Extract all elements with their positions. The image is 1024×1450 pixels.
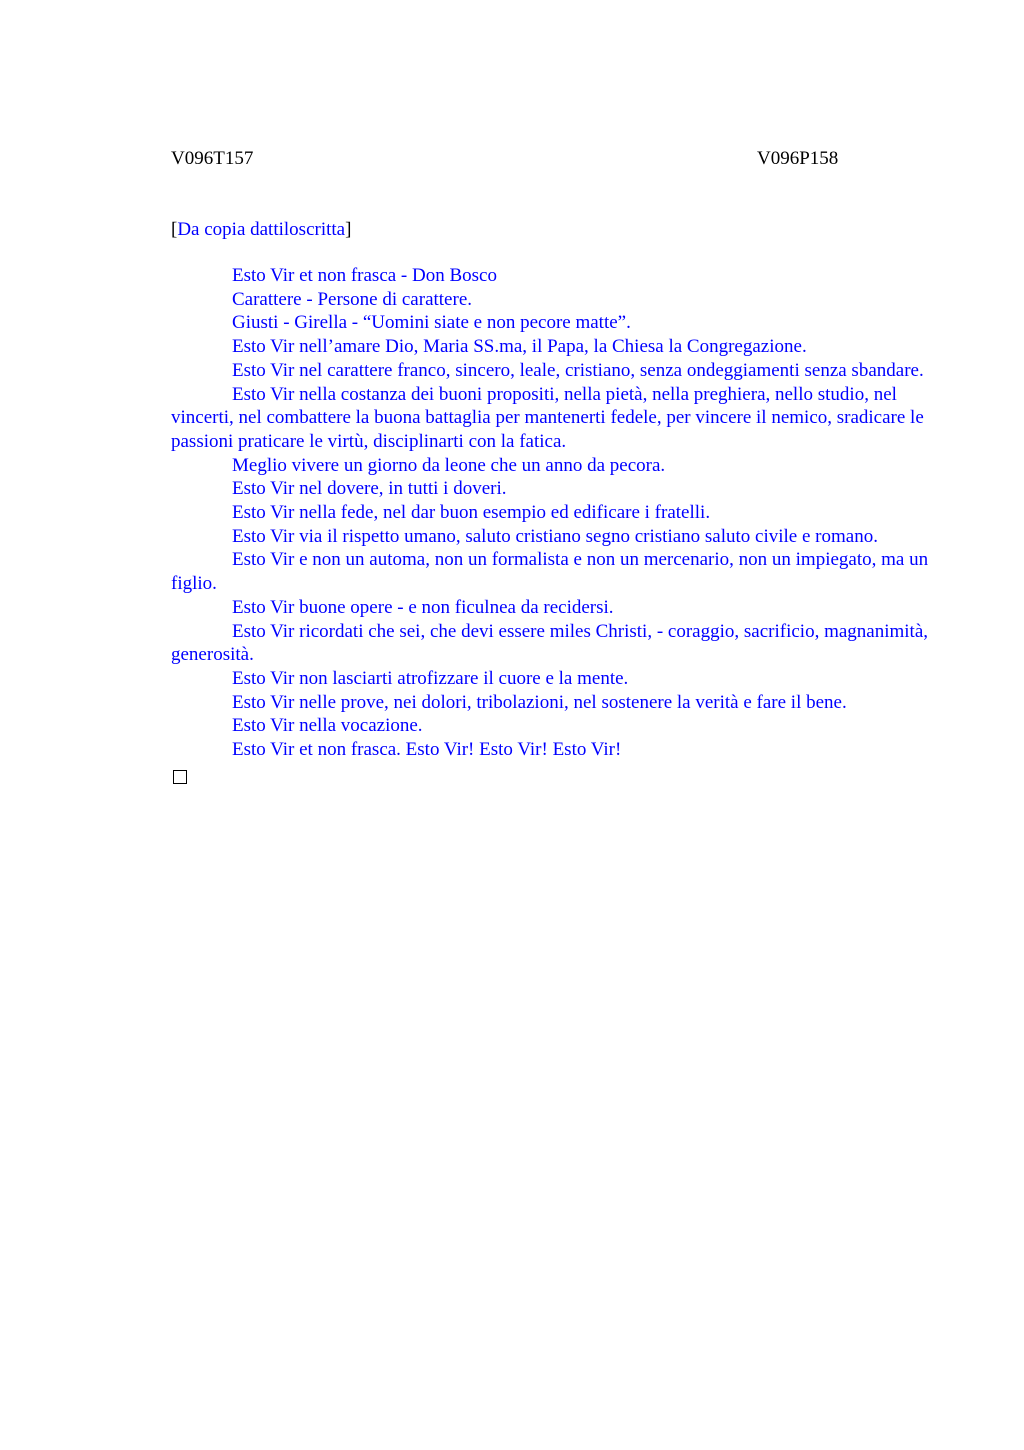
- paragraph-16: Esto Vir nella vocazione.: [232, 715, 423, 737]
- paragraph-8: Esto Vir nel dovere, in tutti i doveri.: [232, 478, 507, 500]
- paragraph-10: Esto Vir via il rispetto umano, saluto cristiano segno cristiano saluto civile e romano.: [232, 525, 878, 547]
- header-left-code: V096T157: [171, 148, 254, 169]
- paragraph-15: Esto Vir nelle prove, nei dolori, tribolazioni, nel sostenere la verità e fare il bene.: [232, 691, 847, 713]
- paragraph-5: Esto Vir nel carattere franco, sincero, leale, cristiano, senza ondeggiamenti senza sbandare.: [232, 359, 924, 381]
- paragraph-14: Esto Vir non lasciarti atrofizzare il cuore e la mente.: [232, 667, 629, 689]
- body-text: [171, 264, 931, 762]
- square-outline-icon: [173, 770, 187, 784]
- paragraph-4: Esto Vir nell’amare Dio, Maria SS.ma, il Papa, la Chiesa la Congregazione.: [232, 336, 807, 358]
- paragraph-11: Esto Vir e non un automa, non un formalista e non un mercenario, non un impiegato, ma un figlio.: [171, 549, 929, 595]
- source-note: [171, 216, 931, 244]
- paragraph-2: Carattere - Persone di carattere.: [232, 288, 473, 310]
- document-page: [171, 145, 931, 784]
- paragraph-9: Esto Vir nella fede, nel dar buon esempio ed edificare i fratelli.: [232, 502, 711, 524]
- header-right-code: V096P158: [757, 148, 839, 169]
- paragraph-1: Esto Vir et non frasca - Don Bosco: [232, 265, 497, 286]
- source-note-text: Da copia dattiloscritta: [177, 219, 346, 240]
- paragraph-17: Esto Vir et non frasca. Esto Vir! Esto Vir! Esto Vir!: [232, 739, 622, 761]
- paragraph-6: Esto Vir nella costanza dei buoni propositi, nella pietà, nella preghiera, nello studio, nel vincerti, nel combattere la buona battaglia per mantenerti fedele, per vincere il nemico, sradicare le passioni praticare le virtù, disciplinarti con la fatica.: [171, 383, 924, 452]
- source-note-open-bracket: [: [171, 219, 178, 240]
- paragraph-12: Esto Vir buone opere - e non ficulnea da recidersi.: [232, 596, 614, 618]
- paragraph-3: Giusti - Girella - “Uomini siate e non pecore matte”.: [232, 312, 631, 334]
- paragraph-7: Meglio vivere un giorno da leone che un anno da pecora.: [232, 454, 666, 476]
- source-note-close-bracket: ]: [345, 219, 352, 240]
- paragraph-13: Esto Vir ricordati che sei, che devi essere miles Christi, - coraggio, sacrificio, magnanimità, generosità.: [171, 620, 929, 666]
- page-header: [171, 145, 931, 173]
